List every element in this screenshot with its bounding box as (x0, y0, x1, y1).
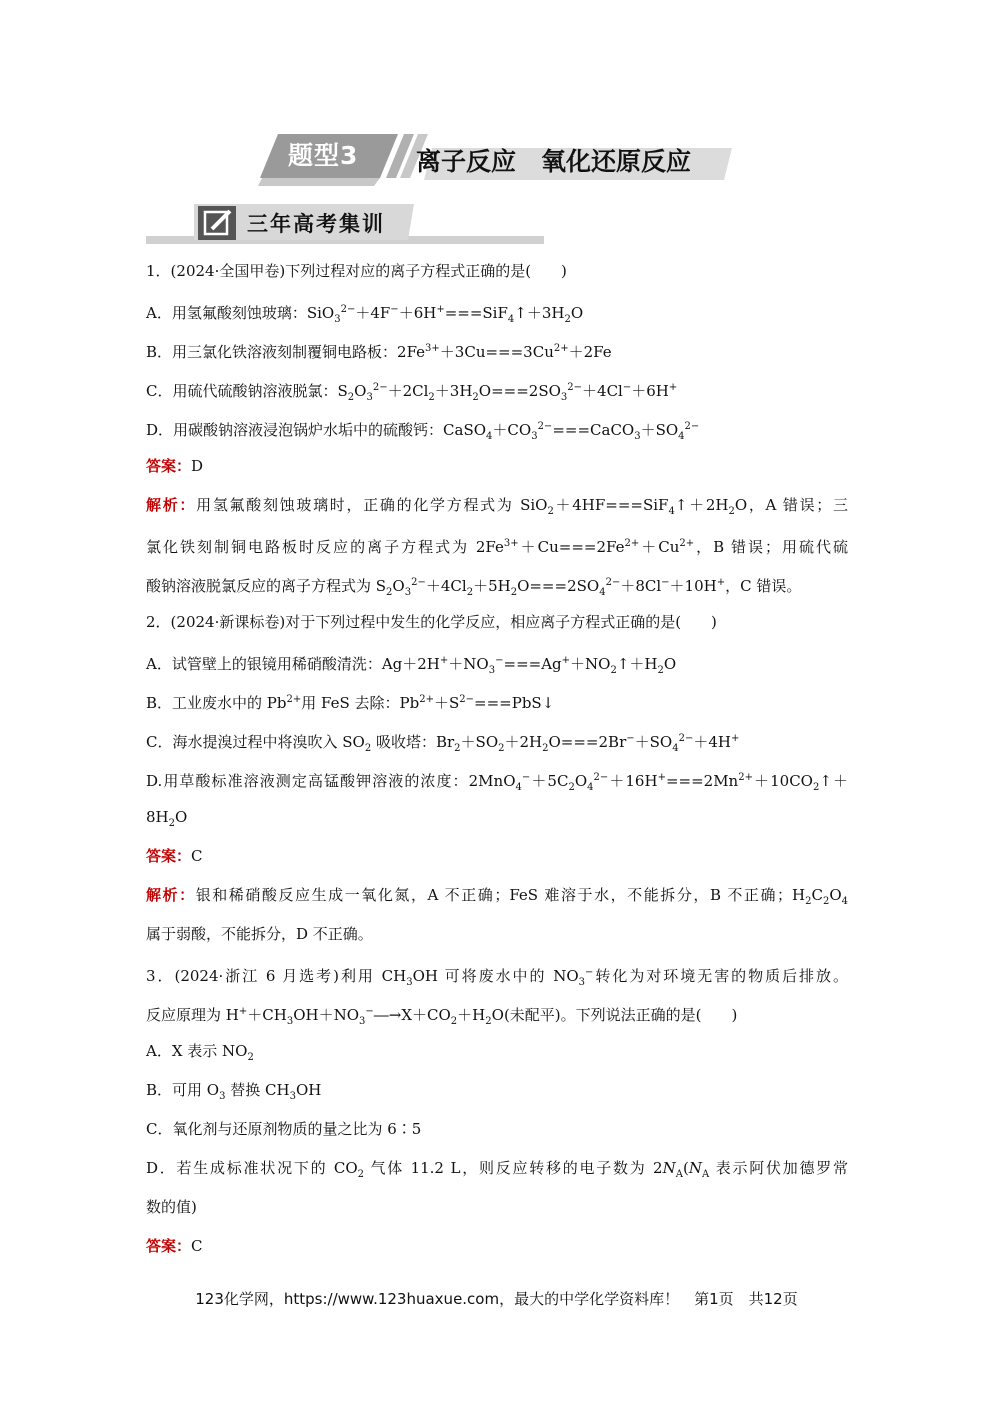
page-footer: 123化学网，https://www.123huaxue.com，最大的中学化学资料库！ 第1页 共12页 (195, 1290, 798, 1308)
page-title: 离子反应 氧化还原反应 (416, 147, 692, 176)
q2-option-a: A．试管壁上的银镜用稀硝酸清洗：$Ag+2H^++NO_3^-===Ag^++NO_2↑+H_2O$ (146, 655, 677, 676)
q1-analysis-line-1: 解析：用氢氟酸刻蚀玻璃时，正确的化学方程式为 $SiO_2+4HF===SiF_4↑+2H_2O$，A 错误；三 (146, 496, 848, 517)
q2-stem: 2．(2024·新课标卷)对于下列过程中发生的化学反应，相应离子方程式正确的是( ) (146, 613, 717, 631)
q3-option-d-cont: 数的值) (146, 1198, 197, 1216)
q2-option-c: C．海水提溴过程中将溴吹入 $SO_2$ 吸收塔：$Br_2+SO_2+2H_2O===2Br^-+SO_4^{2-}+4H^+$ (146, 733, 740, 754)
q1-stem: 1．(2024·全国甲卷)下列过程对应的离子方程式正确的是( ) (146, 262, 567, 280)
q3-stem-line-2: 反应原理为 $H^++CH_3OH+NO_3^-―\to X+CO_2+H_2O$(未配平)。下列说法正确的是( ) (146, 1006, 738, 1027)
q3-option-d: D．若生成标准状况下的 $CO_2$ 气体 11.2 L，则反应转移的电子数为 $2N_A(N_A$ 表示阿伏加德罗常 (146, 1159, 848, 1180)
q2-analysis-line-1: 解析：银和稀硝酸反应生成一氧化氮，A 不正确；FeS 难溶于水，不能拆分，B 不正确；$H_2C_2O_4$ (146, 886, 848, 907)
q1-option-c: C．用硫代硫酸钠溶液脱氯：$S_2O_3^{2-}+2Cl_2+3H_2O===2SO_3^{2-}+4Cl^-+6H^+$ (146, 382, 678, 403)
q1-option-b: B．用三氯化铁溶液刻制覆铜电路板：$2Fe^{3+}+3Cu===3Cu^{2+}+2Fe$ (146, 343, 612, 361)
section-label: 三年高考集训 (247, 212, 385, 236)
q3-option-b: B．可用 $O_3$ 替换 $CH_3OH$ (146, 1081, 322, 1102)
q1-option-a: A．用氢氟酸刻蚀玻璃：$SiO_3^{2-}+4F^-+6H^+===SiF_4↑+3H_2O$ (146, 304, 584, 325)
q3-option-c: C．氧化剂与还原剂物质的量之比为 6∶5 (146, 1120, 422, 1138)
q2-answer: 答案：C (146, 847, 203, 865)
q2-analysis-line-2: 属于弱酸，不能拆分，D 不正确。 (146, 925, 373, 943)
q3-option-a: A．X 表示 $NO_2$ (146, 1042, 254, 1063)
q2-option-d-cont: $8H_2O$ (146, 808, 188, 829)
section-header (146, 200, 544, 246)
question-content (146, 258, 848, 1272)
q1-analysis-line-2: 氯化铁刻制铜电路板时反应的离子方程式为 $2Fe^{3+}+Cu===2Fe^{2+}+Cu^{2+}$，B 错误；用硫代硫 (146, 538, 849, 556)
q1-analysis-line-3: 酸钠溶液脱氯反应的离子方程式为 $S_2O_3^{2-}+4Cl_2+5H_2O===2SO_4^{2-}+8Cl^-+10H^+$，C 错误。 (146, 577, 802, 598)
q2-option-b: B．工业废水中的 $Pb^{2+}$用 FeS 去除：$Pb^{2+}+S^{2-}===PbS↓$ (146, 694, 555, 712)
question-type-header (258, 128, 732, 186)
q2-option-d: D.用草酸标准溶液测定高锰酸钾溶液的浓度：$2MnO_4^-+5C_2O_4^{2-}+16H^+===2Mn^{2+}+10CO_2↑+$ (146, 772, 848, 793)
q3-answer: 答案：C (146, 1237, 203, 1255)
q1-answer: 答案：D (146, 457, 204, 475)
q1-option-d: D．用碳酸钠溶液浸泡锅炉水垢中的硫酸钙：$CaSO_4+CO_3^{2-}===CaCO_3+SO_4^{2-}$ (146, 421, 700, 442)
q3-stem-line-1: 3．(2024·浙江 6 月选考)利用 $CH_3OH$ 可将废水中的 $NO_3^-$转化为对环境无害的物质后排放。 (146, 967, 848, 988)
question-type-tag: 题型3 (288, 141, 359, 170)
